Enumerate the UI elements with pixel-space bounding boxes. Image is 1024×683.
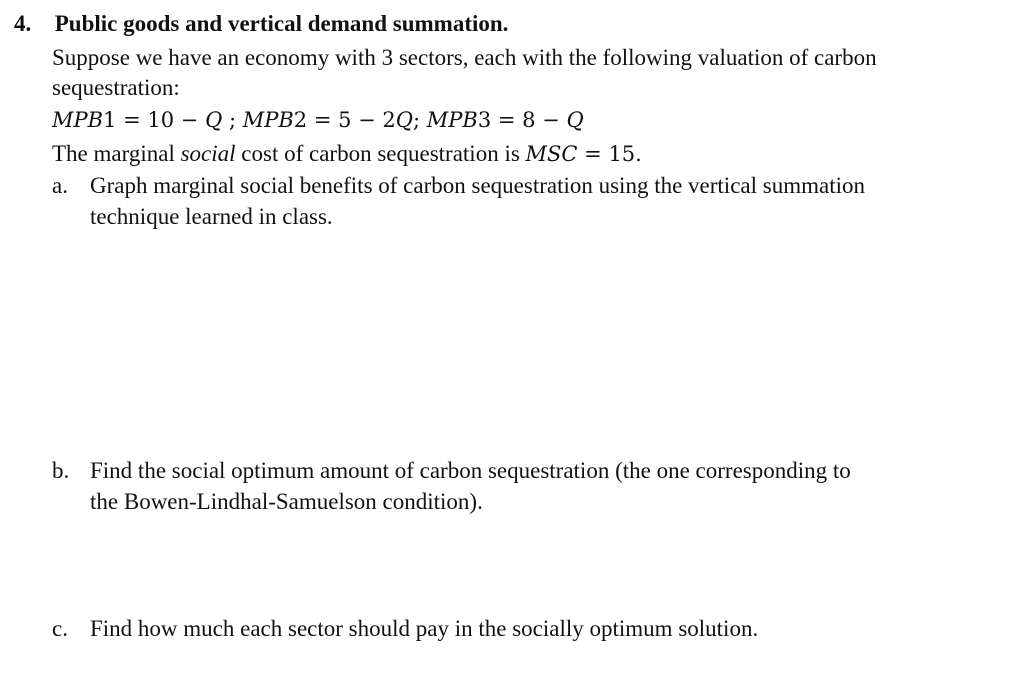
msc-line: [52, 140, 642, 168]
mpb2-name: MPB: [242, 108, 294, 132]
part-a-line-2: technique learned in class.: [90, 204, 333, 229]
msc-prefix: The marginal: [52, 141, 181, 166]
part-a-line-1: Graph marginal social benefits of carbon sequestration using the vertical summation: [90, 173, 865, 198]
mpb2-var: Q: [395, 108, 413, 132]
part-b-line-1: Find the social optimum amount of carbon sequestration (the one corresponding to: [90, 458, 851, 483]
mpb3-var: Q: [566, 108, 584, 132]
question-heading: [14, 10, 508, 38]
intro-line-1: Suppose we have an economy with 3 sectors, each with the following valuation of carbon: [52, 45, 877, 70]
equation-separator-1: ;: [222, 108, 243, 132]
msc-middle: cost of carbon sequestration is: [235, 141, 526, 166]
mpb3-rest: 3 = 8 −: [477, 108, 567, 132]
msc-emphasis: social: [180, 141, 236, 166]
mpb3-name: MPB: [426, 108, 478, 132]
equation-separator-2: ;: [413, 108, 427, 132]
msc-name: MSC: [525, 142, 578, 166]
part-b-line-2: the Bowen-Lindhal-Samuelson condition).: [90, 489, 483, 514]
mpb2-rest: 2 = 5 − 2: [293, 108, 396, 132]
question-number: 4.: [14, 11, 32, 36]
question-title: Public goods and vertical demand summation.: [54, 11, 509, 36]
intro-line-2: sequestration:: [52, 75, 180, 100]
mpb1-rest: 1 = 10 −: [103, 108, 206, 132]
part-c-marker: c.: [52, 616, 68, 641]
mpb1-var: Q: [205, 108, 223, 132]
mpb1-name: MPB: [52, 108, 104, 132]
msc-value: = 15.: [577, 142, 642, 166]
part-b-marker: b.: [52, 458, 70, 483]
mpb-equations: [52, 106, 584, 134]
part-a-marker: a.: [52, 173, 68, 198]
part-c-line-1: Find how much each sector should pay in the socially optimum solution.: [90, 616, 759, 641]
